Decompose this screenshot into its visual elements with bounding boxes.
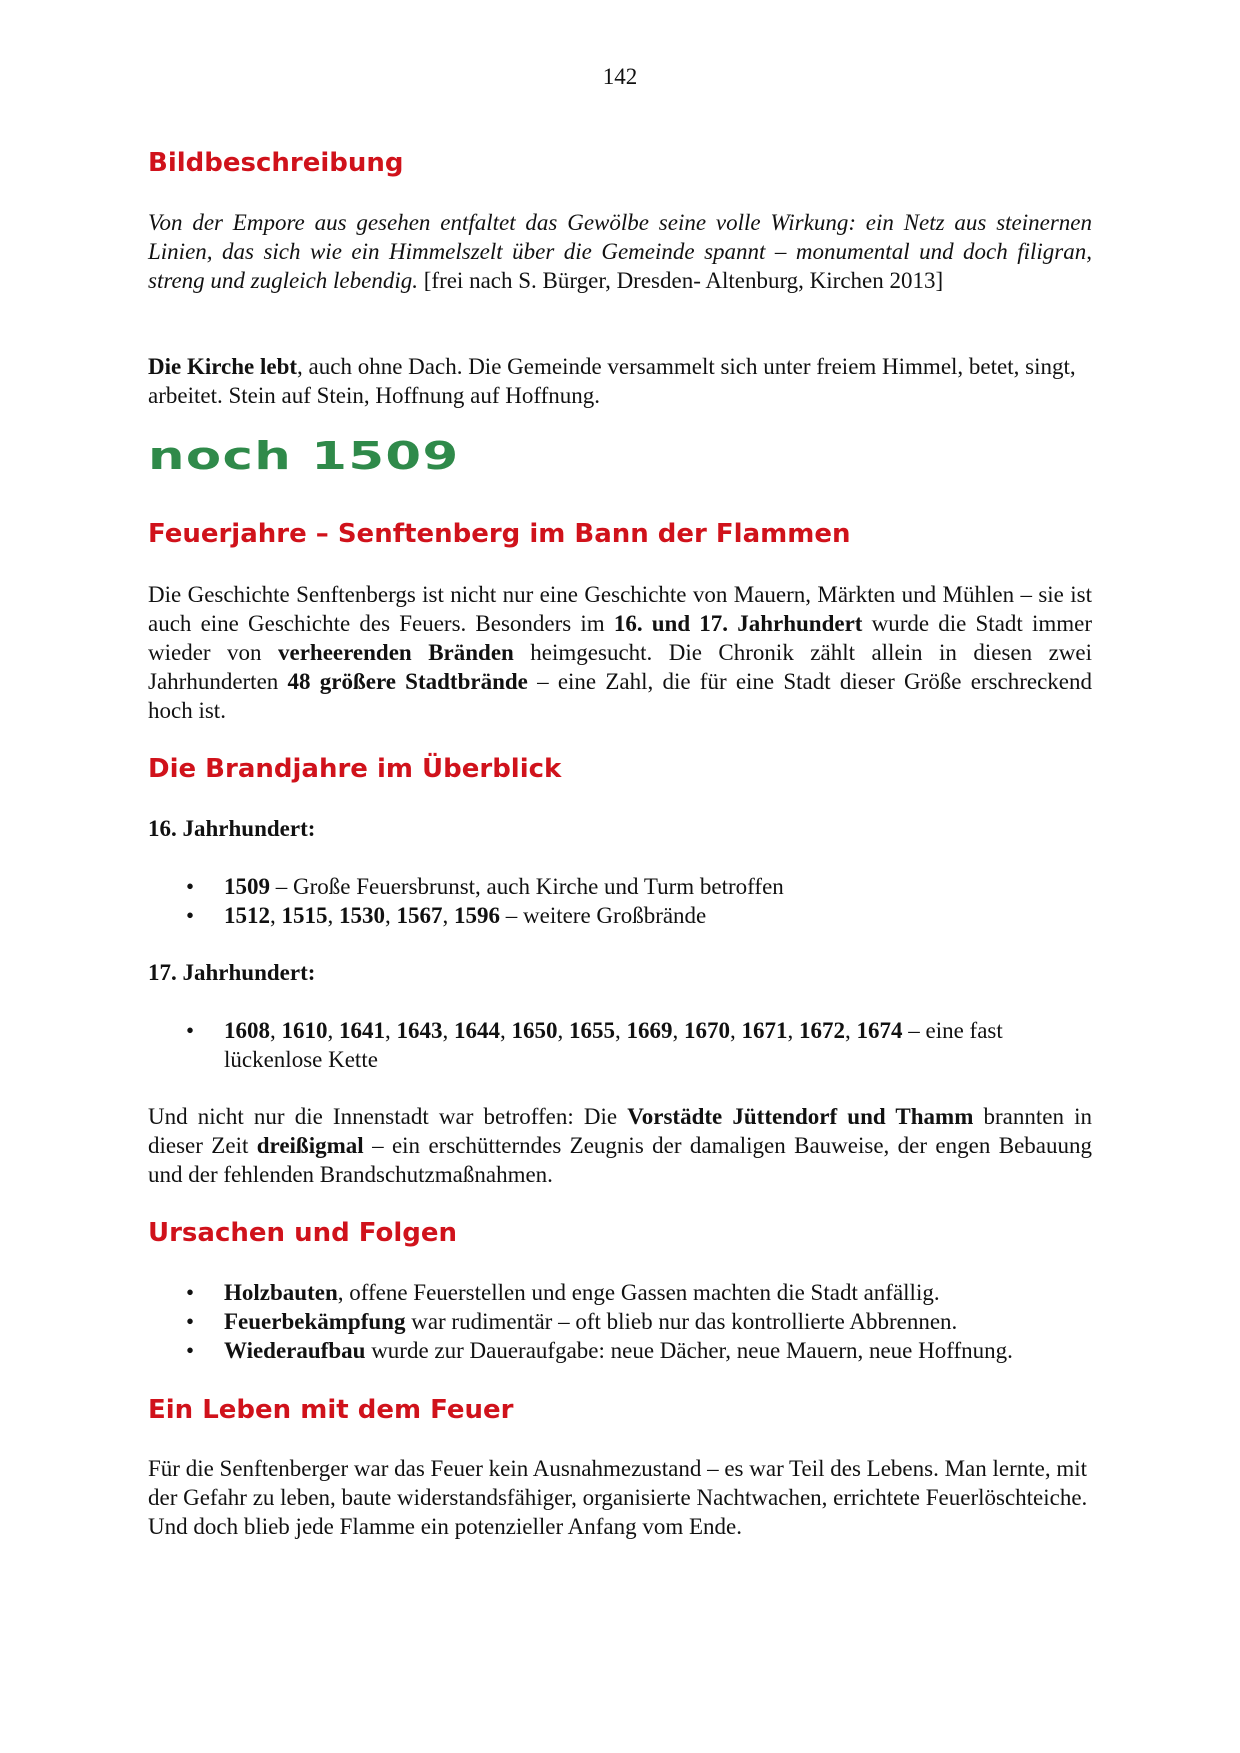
list-item [148, 1016, 1092, 1074]
separator: , [730, 1018, 742, 1043]
church-lives-paragraph [148, 352, 1092, 410]
list-item-text: , offene Feuerstellen und enge Gassen machten die Stadt anfällig. [337, 1280, 940, 1305]
year-bold: 1674 [856, 1018, 903, 1043]
list-item-text: wurde zur Daueraufgabe: neue Dächer, neue Mauern, neue Hoffnung. [365, 1338, 1013, 1363]
year-bold: 1530 [339, 903, 385, 928]
separator: , [442, 903, 454, 928]
cause-bold: Holzbauten [224, 1280, 338, 1305]
suburbs-text-3: – ein erschütterndes Zeugnis der damaligen Bauweise, der engen Bebauung und der fehlenden Brandschutzmaßnahmen. [148, 1133, 1092, 1187]
list-item [148, 1278, 1092, 1307]
century-16-list [148, 872, 1092, 930]
separator: , [327, 903, 339, 928]
year-bold: 1610 [281, 1018, 328, 1043]
list-item [148, 872, 1092, 901]
separator: , [672, 1018, 684, 1043]
year-bold: 1655 [569, 1018, 615, 1043]
cause-bold: Wiederaufbau [224, 1338, 366, 1363]
list-item-text: – Große Feuersbrunst, auch Kirche und Turm betroffen [270, 874, 784, 899]
causes-list [148, 1278, 1092, 1365]
year-bold: 1671 [741, 1018, 788, 1043]
separator: , [327, 1018, 339, 1043]
year-bold: 1644 [454, 1018, 500, 1043]
separator: , [270, 903, 282, 928]
suburbs-text-2: brannten in dieser Zeit [148, 1104, 1093, 1158]
century-17-years [224, 1018, 903, 1043]
year-bold: 1670 [684, 1018, 730, 1043]
year-bold: 1641 [339, 1018, 385, 1043]
year-bold: 1672 [799, 1018, 845, 1043]
description-source: [frei nach S. Bürger, Dresden- Altenburg, Kirchen 2013] [418, 268, 944, 293]
year-bold: 1596 [454, 903, 500, 928]
feuerjahre-text-3: heimgesucht. Die Chronik zählt allein in diesen zwei Jahrhunderten [148, 640, 1093, 694]
list-item-text: – weitere Großbrände [500, 903, 707, 928]
suburbs-text-1: Und nicht nur die Innenstadt war betroffen: Die [148, 1104, 628, 1129]
separator: , [787, 1018, 799, 1043]
list-item [148, 1336, 1092, 1365]
heading-bildbeschreibung: Bildbeschreibung [148, 148, 404, 178]
heading-brandjahre: Die Brandjahre im Überblick [148, 754, 562, 784]
separator: , [270, 1018, 282, 1043]
heading-leben: Ein Leben mit dem Feuer [148, 1395, 514, 1425]
list-item [148, 901, 1092, 930]
separator: , [845, 1018, 857, 1043]
suburbs-paragraph [148, 1102, 1092, 1189]
century-17-list [148, 1016, 1092, 1074]
year-bold: 1509 [224, 874, 270, 899]
suburbs-bold-count: dreißigmal [256, 1133, 364, 1158]
year-bold: 1669 [626, 1018, 673, 1043]
feuerjahre-bold-centuries: 16. und 17. Jahrhundert [613, 611, 863, 636]
cause-bold: Feuerbekämpfung [224, 1309, 406, 1334]
separator: , [557, 1018, 569, 1043]
separator: , [615, 1018, 627, 1043]
feuerjahre-bold-fires: verheerenden Bränden [278, 640, 514, 665]
church-lives-text: , auch ohne Dach. Die Gemeinde versammelt sich unter freiem Himmel, betet, singt, arbeitet. Stein auf Stein, Hoffnung auf Hoffnung. [148, 354, 1076, 408]
page-number: 142 [602, 64, 638, 89]
year-bold: 1650 [511, 1018, 558, 1043]
year-heading: noch 1509 [148, 434, 460, 478]
year-bold: 1643 [396, 1018, 443, 1043]
feuerjahre-text-2: wurde die Stadt immer wieder von [148, 611, 1092, 665]
separator: , [442, 1018, 454, 1043]
feuerjahre-text-1: Die Geschichte Senftenbergs ist nicht nur eine Geschichte von Mauern, Märkten und Mühlen – sie ist auch eine Geschichte des Feuers. Besonders im [148, 582, 1092, 636]
century-17-label: 17. Jahrhundert: [148, 960, 316, 985]
list-item-text: – eine fast lückenlose Kette [224, 1018, 1003, 1072]
separator: , [500, 1018, 512, 1043]
year-bold: 1515 [281, 903, 328, 928]
separator: , [385, 1018, 397, 1043]
year-bold: 1512 [224, 903, 270, 928]
church-lives-bold: Die Kirche lebt [148, 354, 298, 379]
feuerjahre-paragraph [148, 580, 1092, 725]
year-bold: 1608 [224, 1018, 270, 1043]
heading-ursachen: Ursachen und Folgen [148, 1218, 457, 1248]
list-item [148, 1307, 1092, 1336]
century-16-label: 16. Jahrhundert: [148, 816, 316, 841]
leben-paragraph: Für die Senftenberger war das Feuer kein Ausnahmezustand – es war Teil des Lebens. Man lernte, mit der Gefahr zu leben, baute widerstandsfähiger, organisierte Nachtwachen, errichtete Feuerlöschteiche. Und doch blieb jede Flamme ein potenzieller Anfang vom Ende. [148, 1456, 1088, 1539]
list-item-text: war rudimentär – oft blieb nur das kontrollierte Abbrennen. [405, 1309, 958, 1334]
feuerjahre-text-4: – eine Zahl, die für eine Stadt dieser Größe erschreckend hoch ist. [148, 669, 1093, 723]
heading-feuerjahre: Feuerjahre – Senftenberg im Bann der Flammen [148, 519, 851, 549]
separator: , [385, 903, 397, 928]
image-description-paragraph [148, 208, 1092, 295]
year-bold: 1567 [396, 903, 443, 928]
feuerjahre-bold-count: 48 größere Stadtbrände [287, 669, 528, 694]
suburbs-bold-names: Vorstädte Jüttendorf und Thamm [627, 1104, 974, 1129]
description-quote: Von der Empore aus gesehen entfaltet das Gewölbe seine volle Wirkung: ein Netz aus steinernen Linien, das sich wie ein Himmelszelt über die Gemeinde spannt – monumental und doch filigran, streng und zugleich lebendig. [148, 210, 1092, 293]
